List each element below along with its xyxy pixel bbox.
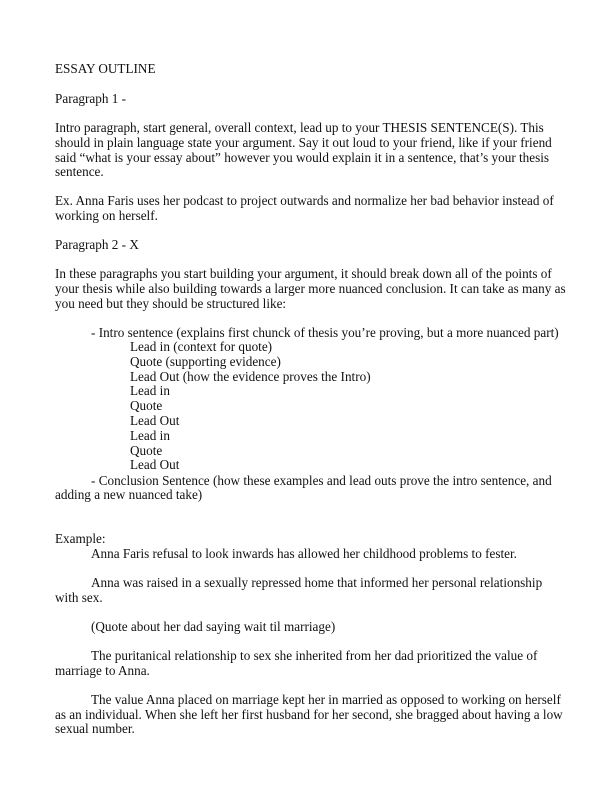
structure-item: Lead Out xyxy=(130,412,180,428)
structure-item: Quote xyxy=(130,442,163,458)
example-thesis xyxy=(55,193,554,224)
document-title: ESSAY OUTLINE xyxy=(55,61,156,76)
intro-line: should in plain language state your argument. Say it out loud to your friend, like if your friend xyxy=(55,134,552,150)
example-thesis-line: Ex. Anna Faris uses her podcast to project outwards and normalize her bad behavior instead of xyxy=(55,193,554,208)
structure-item: Quote (supporting evidence) xyxy=(130,353,281,369)
body-instruction-line: you need but they should be structured like: xyxy=(55,295,287,311)
example-line: marriage to Anna. xyxy=(55,663,150,678)
paragraph-2-heading: Paragraph 2 - X xyxy=(55,237,139,252)
structure-item: Lead in (context for quote) xyxy=(130,339,273,354)
example-line: Anna Faris refusal to look inwards has allowed her childhood problems to fester. xyxy=(91,546,517,561)
example-line: sexual number. xyxy=(55,721,135,736)
example-line: The value Anna placed on marriage kept her in married as opposed to working on herself xyxy=(91,692,561,707)
example-label: Example: xyxy=(55,531,106,546)
intro-line: Intro paragraph, start general, overall context, lead up to your THESIS SENTENCE(S). This xyxy=(55,120,544,135)
paragraph-1-heading: Paragraph 1 - xyxy=(55,91,127,106)
body-instruction-line: your thesis while also building towards a larger more nuanced conclusion. It can take as many as xyxy=(55,280,566,296)
structure-list xyxy=(130,340,371,473)
example-line: (Quote about her dad saying wait til marriage) xyxy=(91,619,336,634)
structure-conclusion-line: - Conclusion Sentence (how these examples and lead outs prove the intro sentence, and xyxy=(91,473,552,488)
example-line: Anna was raised in a sexually repressed home that informed her personal relationship xyxy=(91,575,543,590)
example-line: with sex. xyxy=(55,590,103,605)
intro-line: sentence. xyxy=(55,164,104,180)
structure-item: Quote xyxy=(130,398,163,414)
structure-item: Lead Out xyxy=(130,457,180,473)
structure-item: Lead in xyxy=(130,383,170,399)
structure-item: Lead in xyxy=(130,427,170,443)
intro-paragraph xyxy=(55,120,552,180)
body-paragraph-instructions xyxy=(55,266,566,311)
example-line: The puritanical relationship to sex she inherited from her dad prioritized the value of xyxy=(91,648,538,663)
intro-line: said “what is your essay about” however you would explain it in a sentence, that’s your thesis xyxy=(55,149,550,165)
body-instruction-line: In these paragraphs you start building your argument, it should break down all of the points of xyxy=(55,266,552,281)
structure-intro-sentence: - Intro sentence (explains first chunck of thesis you’re proving, but a more nuanced part) xyxy=(91,325,559,340)
structure-item: Lead Out (how the evidence proves the Intro) xyxy=(130,368,371,384)
example-thesis-line: working on herself. xyxy=(55,207,158,223)
structure-conclusion-line: adding a new nuanced take) xyxy=(55,487,203,502)
example-line: as an individual. When she left her first husband for her second, she bragged about having a low xyxy=(55,707,563,722)
